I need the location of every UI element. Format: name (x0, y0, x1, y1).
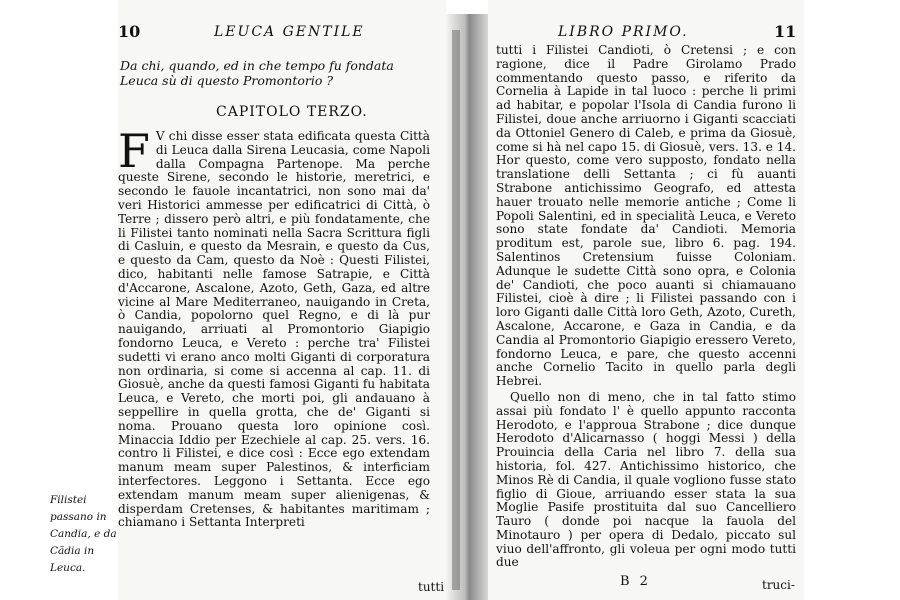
chapter-question: Da chi, quando, ed in che tempo fu fondata Leuca sù di questo Promontorio ? (120, 58, 394, 88)
right-paragraph-1: tutti i Filistei Candioti, ò Cretensi ; e con ragione, dice il Padre Girolamo Prado commentando questo passo, e riferito da Cornelia à Lapide in tal luoco : perche li primi ad habitar, e popolar l'Isola di Candia furono li Filistei, doue anche arriuorno i Giganti scacciati da Ottoniel Genero di Caleb, e prima da Giosuè, come si hà nel capo 15. di Giosuè, vers. 13. e 14. Hor questo, come vero supposto, fondato nella translatione delli Settanta ; ci fù auanti Strabone antichissimo Geografo, ed attesta hauer trouato nelle memorie antiche ; Come li Popoli Salentini, ed in specialità Leuca, e Vereto sono state fondate da' Candioti. Memoria proditum est, parole sue, libro 6. pag. 194. Salentinos Cretensium fuisse Coloniam. Adunque le sudette Città sono opra, e Colonia de' Candioti, che poco auanti si chiamauano Filistei, cioè à dire ; li Filistei passando con i loro Giganti dalle Città loro Geth, Azoto, Cureth, Ascalone, Accarone, e Gaza in Candia, e da Candia al Promontorio Giapigio eressero Vereto, fondorno Leuca, e pare, che questo accenni anche Cornelio Tacito in quello parla degli Hebrei. (496, 43, 796, 389)
signature-mark: B 2 (620, 574, 651, 589)
right-catchword: truci- (762, 578, 795, 592)
gutter-shadow (452, 30, 460, 590)
left-page-number: 10 (118, 22, 141, 41)
right-paragraph-2: Quello non di meno, che in tal fatto stimo assai più fondato l' è quello appunto racconta Herodoto, e l'approua Strabone ; dice dunque Herodoto d'Alicarnasso ( hoggi Messi ) della Prouincia della Caria nel libro 7. della sua historia, fol. 427. Antichissimo historico, che Minos Rè di Candia, il quale vogliono fusse stato figlio di Gioue, arriuando esser stata la sua Moglie Pasife prostituita dal suo Cancelliero Tauro ( donde poi nacque la fauola del Minotauro ) per opera di Dedalo, piccato sul viuo dell'affronto, gli voleua per ogni modo tutti due (496, 389, 796, 570)
left-catchword: tutti (418, 580, 445, 594)
right-page-number: 11 (774, 22, 797, 41)
left-page (118, 0, 446, 600)
right-running-head: LIBRO PRIMO. (558, 24, 689, 40)
drop-cap: F (118, 124, 150, 178)
left-body-paragraph: V chi disse esser stata edificata questa Città di Leuca dalla Sirena Leucasia, come Napoli dalla Compagna Partenope. Ma perche queste Sirene, secondo le historie, meretrici, e secondo le fauole incantatrici, non sono mai da' veri Historici ammesse per edificatrici di Città, ò Terre ; dissero però altri, e più fondatamente, che li Filistei tanto nominati nella Sacra Scrittura figli di Casluin, e questo da Mesrain, e questo da Cus, e questo da Cam, questo da Noè : Questi Filistei, dico, habitanti nelle famose Satrapie, e Città d'Accarone, Ascalone, Azoto, Geth, Gaza, ed altre vicine al Mare Mediterraneo, nauigando in Creta, ò Candia, popolorno quel Regno, e di là pur nauigando, arriuati al Promontorio Giapigio fondorno Leuca, e Vereto : perche tra' Filistei sudetti vi erano anco molti Giganti di corporatura non ordinaria, si come si accenna al cap. 11. di Giosuè, anche da questi famosi Giganti fu habitata Leuca, e Vereto, che morti poi, gli andauano à seppellire in quella grotta, che de' Giganti si noma. Prouano questa loro opinione così. Minaccia Iddio per Ezechiele al cap. 25. vers. 16. contro li Filistei, e dice così : Ecce ego extendam manum meam super Palestinos, & interficiam interfectores. Leggono i Settanta. Ecce ego extendam manum meam super alienigenas, & disperdam Cretenses, & habitantes maritimam ; chiamano i Settanta Interpreti (118, 129, 430, 530)
left-running-head: LEUCA GENTILE (214, 24, 365, 40)
chapter-title: CAPITOLO TERZO. (216, 104, 368, 120)
right-page (488, 0, 804, 600)
right-body-text (496, 44, 796, 570)
margin-note: Filistei passano in Candia, e da Cãdia in Leuca. (50, 494, 117, 574)
left-body-text (118, 124, 430, 530)
